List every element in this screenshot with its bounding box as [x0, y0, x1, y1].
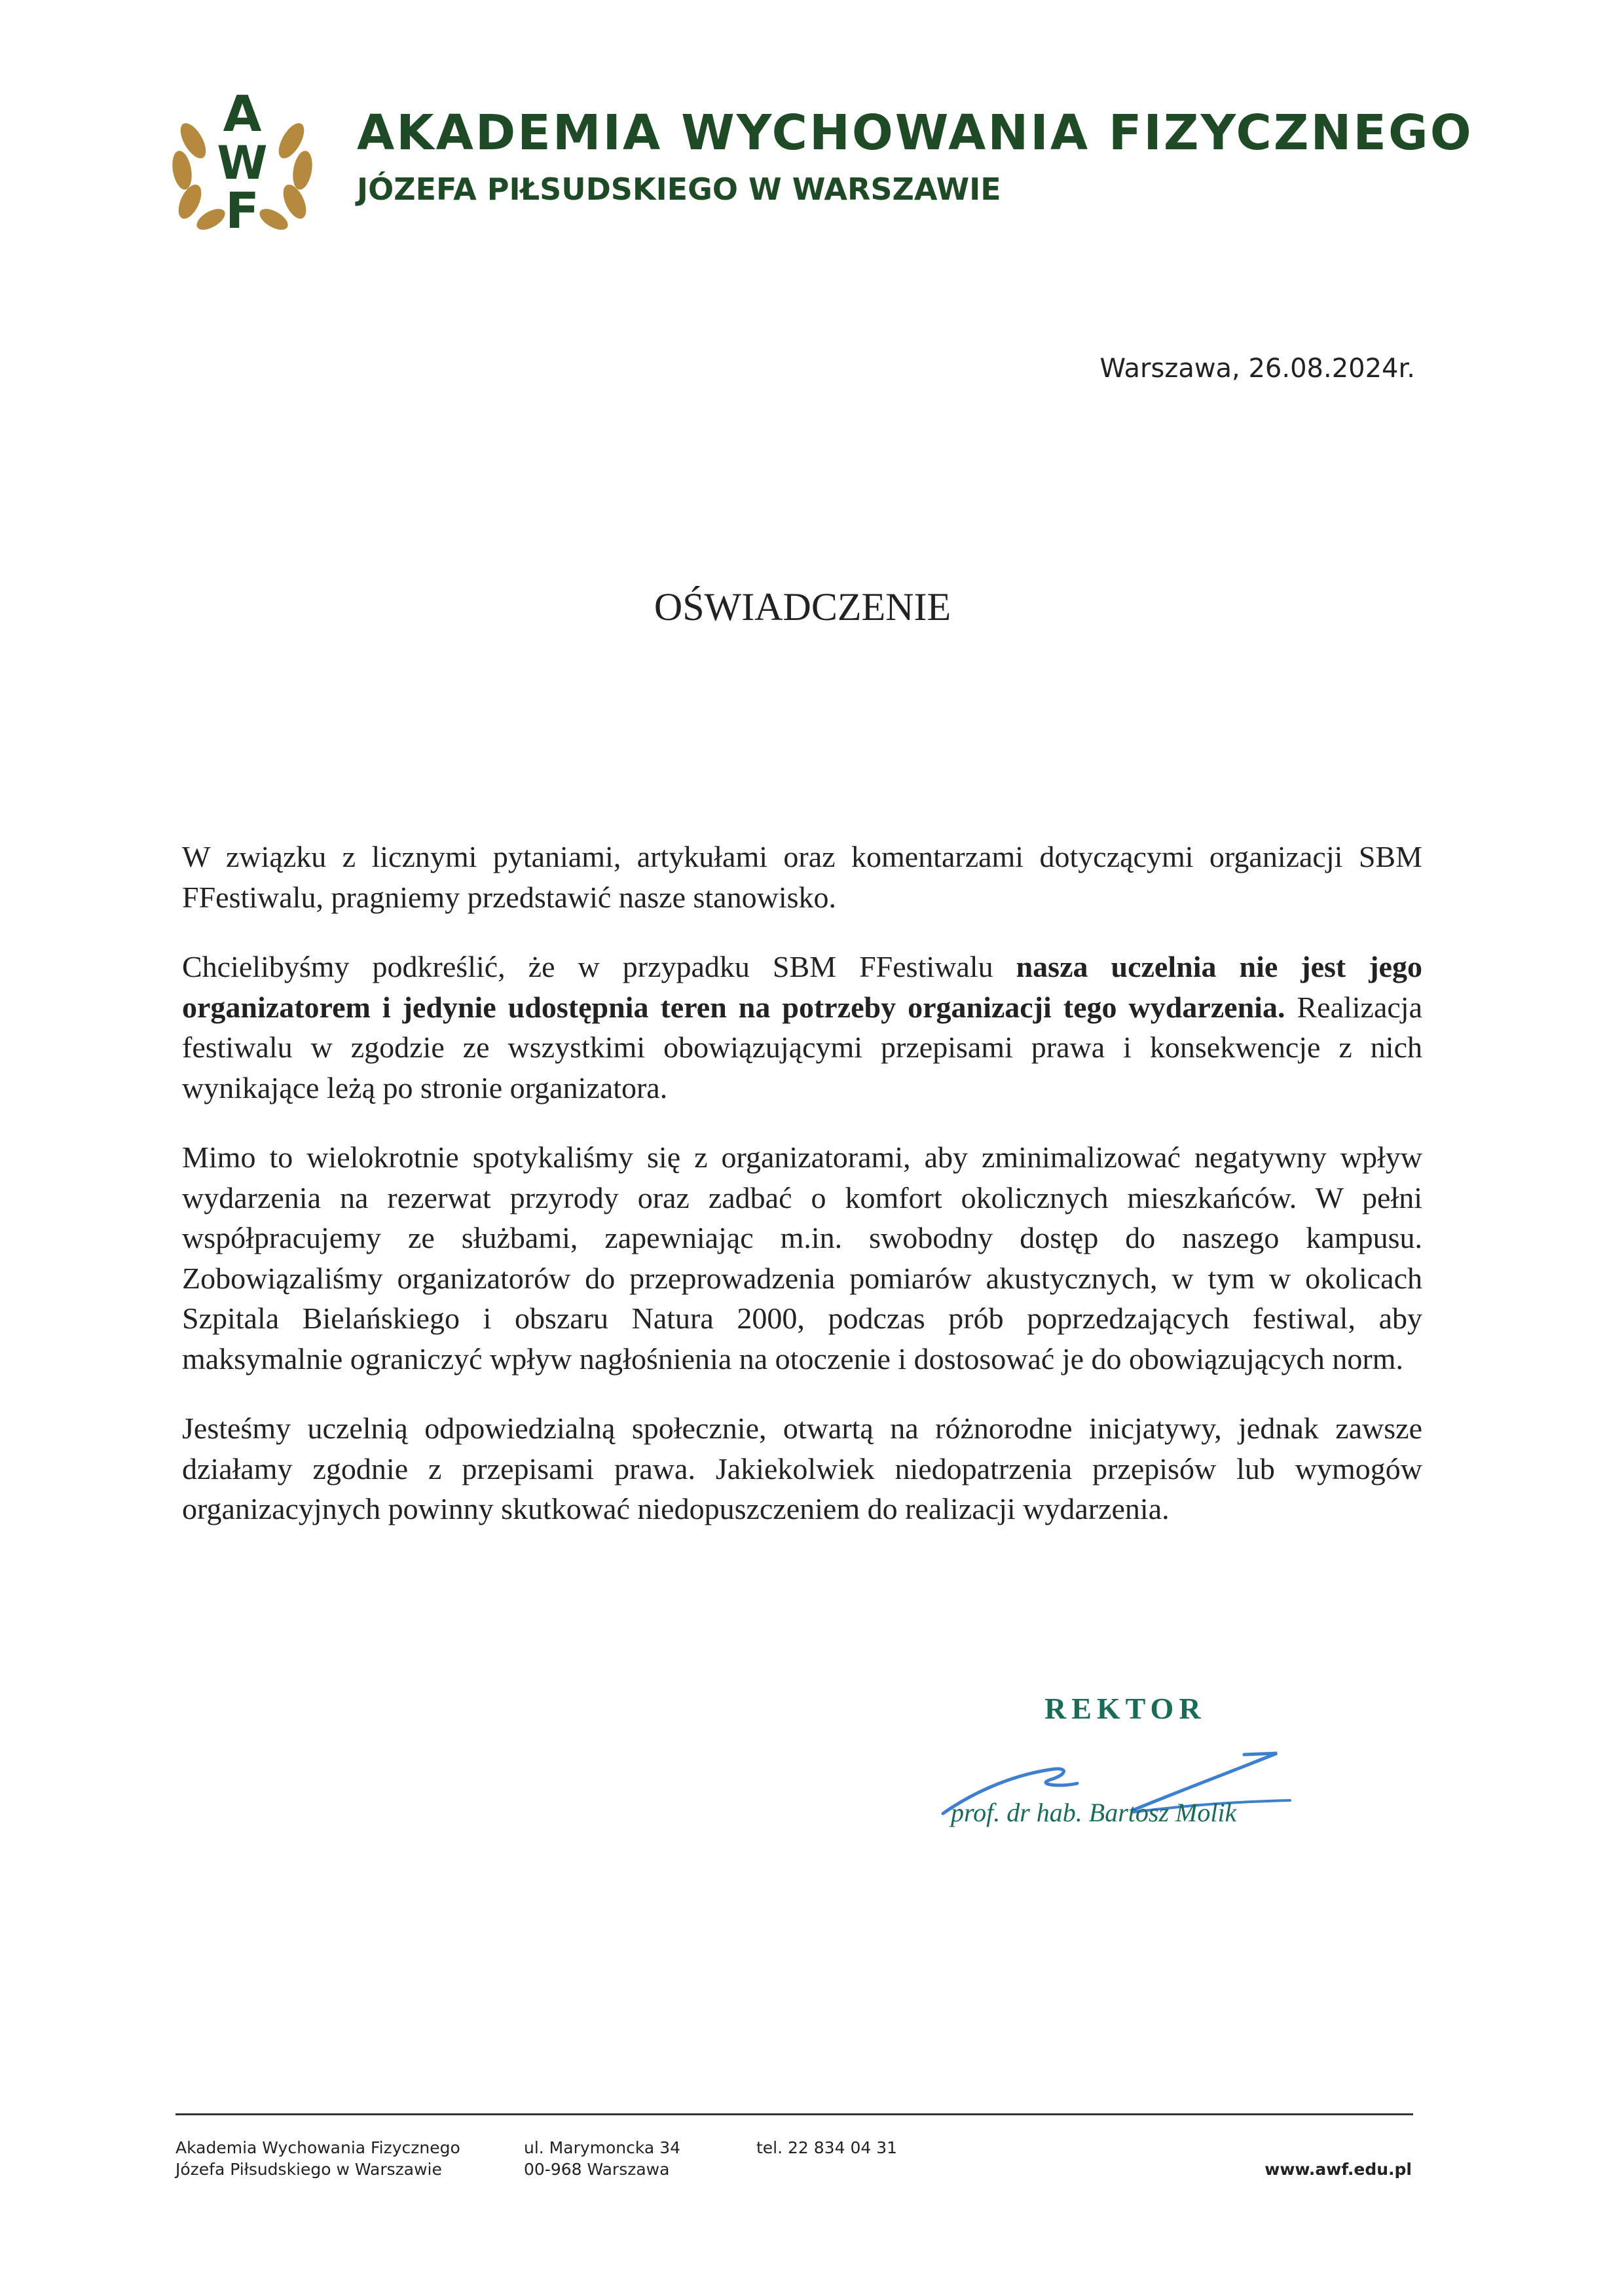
awf-logo	[157, 85, 327, 236]
paragraph-2	[182, 947, 1422, 1108]
paragraph-2-intro: Chcielibyśmy podkreślić, że w przypadku SBM FFestiwalu	[182, 950, 1016, 983]
footer-address-line-2: 00-968 Warszawa	[524, 2160, 670, 2179]
footer-org-line-2: Józefa Piłsudskiego w Warszawie	[175, 2160, 442, 2179]
footer-phone	[756, 2137, 897, 2159]
paragraph-2-rest: Realizacja festiwalu w zgodzie ze wszystkimi obowiązującymi przepisami prawa i konsekwencje z nich wynikające leżą po stronie organizatora.	[182, 990, 1422, 1104]
footer-divider	[175, 2113, 1413, 2115]
signer-name: prof. dr hab. Bartosz Molik	[951, 1798, 1237, 1827]
institution-name: AKADEMIA WYCHOWANIA FIZYCZNEGO	[357, 105, 1473, 161]
paragraph-1: W związku z licznymi pytaniami, artykułami oraz komentarzami dotyczącymi organizacji SBM FFestiwalu, pragniemy przedstawić nasze stanowisko.	[182, 840, 1422, 914]
document-date: Warszawa, 26.08.2024r.	[1099, 354, 1415, 384]
footer-website-text: www.awf.edu.pl	[1264, 2160, 1412, 2179]
footer-org-line-1: Akademia Wychowania Fizycznego	[175, 2138, 460, 2157]
signer-role: REKTOR	[1044, 1692, 1206, 1725]
institution-subtitle: JÓZEFA PIŁSUDSKIEGO W WARSZAWIE	[357, 172, 1001, 207]
footer-organization	[175, 2137, 460, 2180]
paragraph-3: Mimo to wielokrotnie spotykaliśmy się z organizatorami, aby zminimalizować negatywny wpływ wydarzenia na rezerwat przyrody oraz zadbać o komfort okolicznych mieszkańców. W pełni współpracujemy ze służbami, zapewniając m.in. swobodny dostęp do naszego kampusu. Zobowiązaliśmy organizatorów do przeprowadzenia pomiarów akustycznych, w tym w okolicach Szpitala Bielańskiego i obszaru Natura 2000, podczas prób poprzedzających festiwal, aby maksymalnie ograniczyć wpływ nagłośnienia na otoczenie i dostosować je do obowiązujących norm.	[182, 1140, 1422, 1376]
document-title: OŚWIADCZENIE	[654, 585, 951, 629]
logo-letter-f: F	[225, 181, 259, 236]
logo-letter-w: W	[217, 136, 268, 190]
document-body	[182, 837, 1422, 1559]
footer-phone-text: tel. 22 834 04 31	[756, 2138, 898, 2157]
paragraph-2-emphasis: nasza uczelnia nie jest jego organizatorem i jedynie udostępnia teren na potrzeby organizacji tego wydarzenia.	[182, 950, 1422, 1024]
footer-address-line-1: ul. Marymoncka 34	[524, 2138, 681, 2157]
footer-address	[524, 2137, 680, 2180]
logo-letter-a: A	[223, 85, 262, 143]
paragraph-4: Jesteśmy uczelnią odpowiedzialną społecznie, otwartą na różnorodne inicjatywy, jednak zawsze działamy zgodnie z przepisami prawa. Jakiekolwiek niedopatrzenia przepisów lub wymogów organizacyjnych powinny skutkować niedopuszczeniem do realizacji wydarzenia.	[182, 1412, 1422, 1525]
footer-website	[1264, 2159, 1412, 2180]
